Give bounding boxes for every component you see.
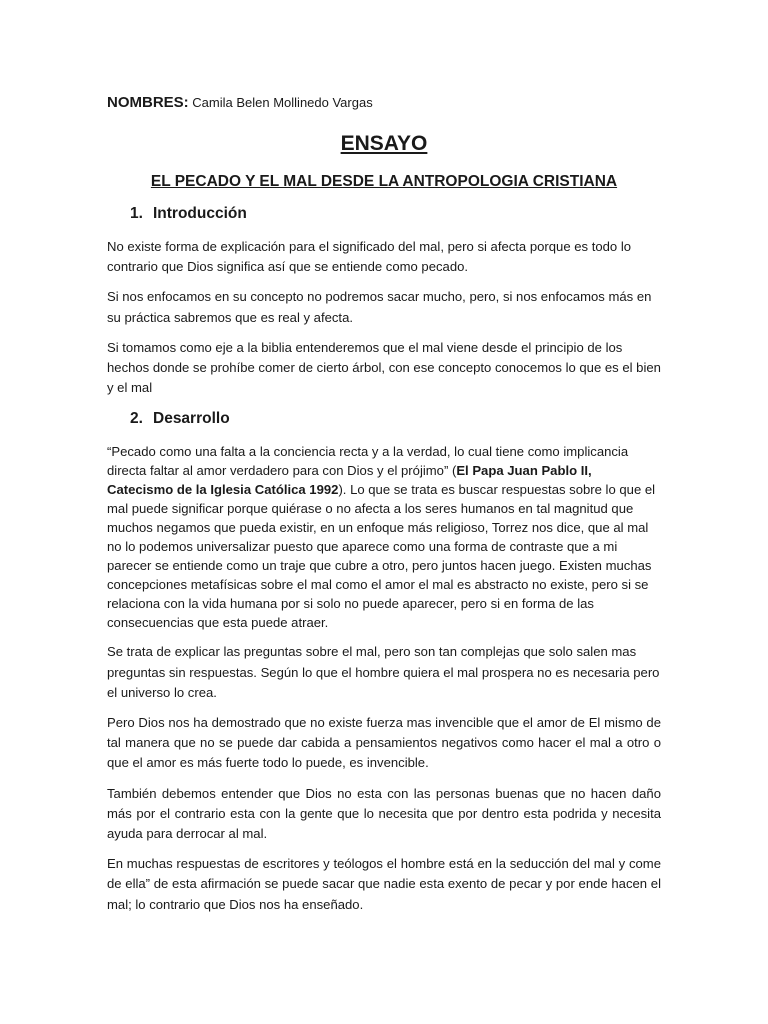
section-heading-text: Introducción [153, 205, 247, 222]
section-number: 2. [130, 410, 143, 428]
section-number: 1. [130, 205, 143, 222]
section-heading-desarrollo [107, 408, 661, 430]
development-paragraph-4: En muchas respuestas de escritores y teólogos el hombre está en la seducción del mal y come de ella” de esta afirmación se puede sacar que nadie esta exento de pecar y por ende hacen el mal; lo contrario que Dios nos ha enseñado. [107, 856, 661, 912]
section-heading-text: Desarrollo [153, 410, 230, 428]
quote-text: “Pecado como una falta a la conciencia recta y a la verdad, lo cual tiene como implicancia directa faltar al amor verdadero para con Dios y el prójimo” ( [107, 444, 629, 479]
development-paragraph-2: Pero Dios nos ha demostrado que no existe fuerza mas invencible que el amor de El mismo de tal manera que no se puede dar cabida a pensamientos negativos como hacer el mal a otro o que el amor es más fuerte todo lo puede, es invencible. [107, 715, 661, 771]
development-paragraph-3: También debemos entender que Dios no esta con las personas buenas que no hacen daño más por el contrario esta con la gente que lo necesita que por dentro esta podrida y necesita ayuda para derrocar al mal. [107, 785, 661, 842]
development-quote-paragraph [107, 442, 661, 632]
document-subtitle: EL PECADO Y EL MAL DESDE LA ANTROPOLOGIA CRISTIANA [150, 173, 618, 190]
quote-continuation: ). Lo que se trata es buscar respuestas sobre lo que el mal puede significar porque quiérase o no afecta a los seres humanos en tal magnitud que muchos negamos que pueda existir, en un enfoque más religioso, Torrez nos dice, que al mal no lo podemos universalizar puesto que aparece como una forma de contraste que a mi parecer se entiende como un traje que cubre a otro, pero juntos hacen juego. Existen muchas concepciones metafísicas sobre el mal como el amor el mal es abstracto no existe, pero si se relaciona con la vida humana por si solo no puede aparecer, pero si en forma de las consecuencias que esta puede atraer. [107, 482, 656, 631]
document-title: ENSAYO [340, 132, 428, 155]
intro-paragraph-2: Si nos enfocamos en su concepto no podremos sacar mucho, pero, si nos enfocamos más en su práctica sabremos que es real y afecta. [107, 289, 652, 325]
names-label: NOMBRES: [107, 94, 189, 111]
names-line [107, 93, 661, 113]
development-paragraph-1: Se trata de explicar las preguntas sobre el mal, pero son tan complejas que solo salen mas preguntas sin respuestas. Según lo que el hombre quiera el mal prospera no es necesaria pero el universo lo crea. [107, 644, 660, 700]
quote-citation: El Papa Juan Pablo II, Catecismo de la Iglesia Católica 1992 [107, 463, 592, 498]
intro-paragraph-1: No existe forma de explicación para el significado del mal, pero si afecta porque es todo lo contrario que Dios significa así que se entiende como pecado. [107, 239, 632, 275]
section-heading-introduccion [107, 203, 661, 225]
names-value: Camila Belen Mollinedo Vargas [192, 95, 373, 110]
intro-paragraph-3: Si tomamos como eje a la biblia entenderemos que el mal viene desde el principio de los hechos donde se prohíbe comer de cierto árbol, con ese concepto conocemos lo que es el bien y el mal [107, 339, 661, 396]
